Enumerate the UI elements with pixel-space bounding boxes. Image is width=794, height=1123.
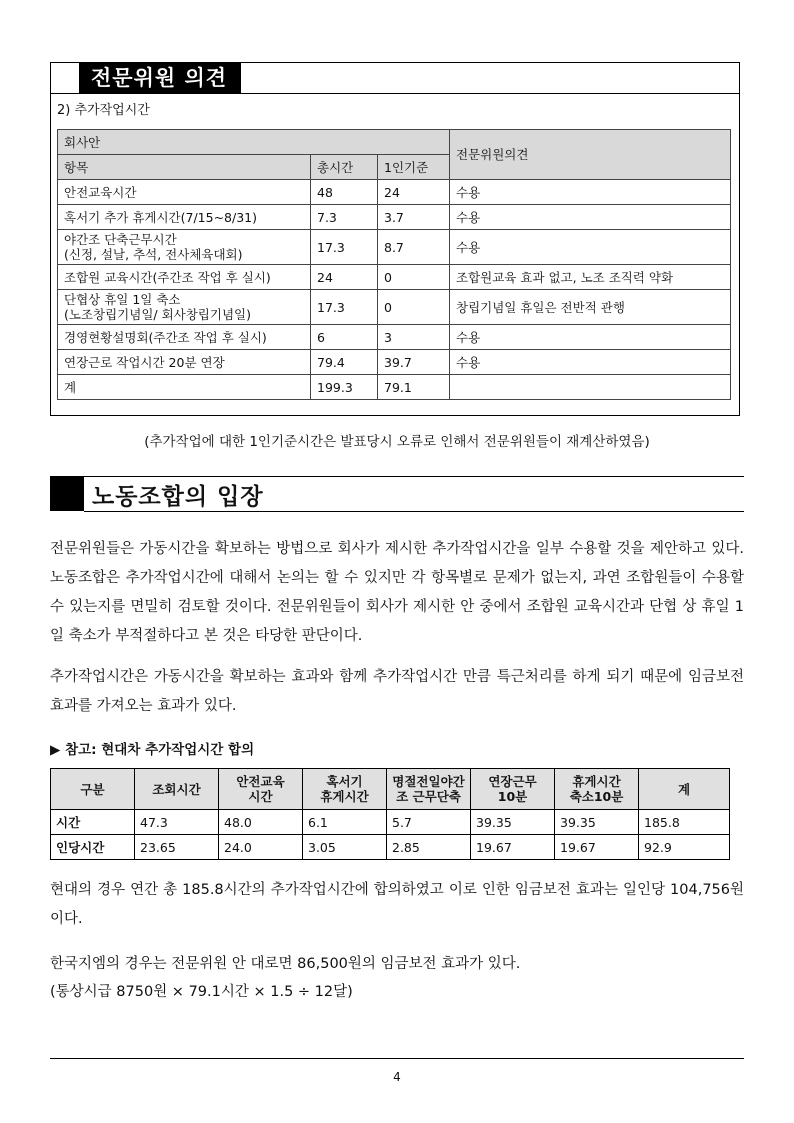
cell-total: 79.4 [311, 350, 378, 375]
header-per-person: 1인기준 [378, 155, 450, 180]
table-cell: 3.05 [303, 835, 387, 860]
group-header-company: 회사안 [58, 130, 450, 155]
cell-item [58, 325, 311, 350]
header-cell [219, 769, 303, 810]
table-cell: 48.0 [219, 810, 303, 835]
section-rule-top [50, 476, 744, 477]
table-row [58, 325, 731, 350]
header-line: 휴게시간 [320, 789, 369, 804]
table-cell: 39.35 [555, 810, 639, 835]
table-cell: 23.65 [135, 835, 219, 860]
table-cell: 185.8 [639, 810, 730, 835]
table-cell: 19.67 [555, 835, 639, 860]
table-row [58, 265, 731, 290]
table-header-row [58, 130, 731, 155]
gm-korea-line: 한국지엠의 경우는 전문위원 안 대로면 86,500원의 임금보전 효과가 있다. [50, 956, 521, 972]
title-rule [51, 93, 739, 94]
cell-item [58, 180, 311, 205]
table-row [58, 205, 731, 230]
footer-rule [50, 1058, 744, 1059]
cell-per-person: 0 [378, 265, 450, 290]
section-title-expert-opinion: 전문위원 의견 [51, 63, 241, 93]
paragraph-union-review: 전문위원들은 가동시간을 확보하는 방법으로 회사가 제시한 추가작업시간을 일부 수용할 것을 제안하고 있다. 노동조합은 추가작업시간에 대해서 논의는 할 수 있지만 각 항목별로 문제가 없는지, 과연 조합원들이 수용할 수 있는지를 면밀히 검토할 것이다. 전문위원들이 회사가 제시한 안 중에서 조합원 교육시간과 단협 상 휴일 1일 축소가 부적절하다고 본 것은 타당한 판단이다. [50, 541, 744, 644]
cell-opinion: 수용 [450, 180, 731, 205]
header-line: 휴게시간 [572, 774, 621, 789]
cell-opinion: 수용 [450, 205, 731, 230]
cell-opinion [450, 375, 731, 400]
table-row [58, 375, 731, 400]
item-label: 야간조 단축근무시간 [64, 232, 177, 247]
table-header-row [51, 769, 730, 810]
table-row [58, 230, 731, 265]
header-cell [51, 769, 135, 810]
hyundai-reference-table [50, 768, 730, 860]
cell-opinion: 조합원교육 효과 없고, 노조 조직력 약화 [450, 265, 731, 290]
cell-total: 7.3 [311, 205, 378, 230]
table-cell: 2.85 [387, 835, 471, 860]
header-line: 안전교육 [236, 774, 285, 789]
cell-total: 199.3 [311, 375, 378, 400]
table-row [58, 350, 731, 375]
cell-item [58, 205, 311, 230]
cell-per-person: 3 [378, 325, 450, 350]
cell-item [58, 350, 311, 375]
calculation-formula: (통상시급 8750원 × 79.1시간 × 1.5 ÷ 12달) [50, 984, 353, 1000]
table-row [51, 810, 730, 835]
table-cell: 92.9 [639, 835, 730, 860]
header-line: 시간 [248, 789, 273, 804]
header-cell [471, 769, 555, 810]
cell-opinion: 수용 [450, 230, 731, 265]
item-label: 연장근로 작업시간 20분 연장 [64, 354, 225, 370]
item-detail: (신정, 설날, 추석, 전사체육대회) [64, 247, 243, 262]
cell-opinion: 창립기념일 휴일은 전반적 관행 [450, 290, 731, 325]
subheading-extra-work-time: 2) 추가작업시간 [57, 103, 150, 118]
cell-total: 6 [311, 325, 378, 350]
header-line: 연장근무 [488, 774, 537, 789]
paragraph-hyundai-result: 현대의 경우 연간 총 185.8시간의 추가작업시간에 합의하였고 이로 인한 임금보전 효과는 일인당 104,756원이다. [50, 882, 744, 927]
cell-per-person: 8.7 [378, 230, 450, 265]
header-cell [387, 769, 471, 810]
header-line: 계 [677, 781, 691, 797]
page-number: 4 [393, 1070, 401, 1084]
header-line: 축소10분 [569, 789, 624, 804]
header-line: 혹서기 [326, 774, 363, 789]
header-line: 10분 [497, 789, 528, 804]
header-cell [639, 769, 730, 810]
expert-opinion-box [50, 62, 740, 416]
cell-per-person: 24 [378, 180, 450, 205]
cell-item [58, 375, 311, 400]
section-title-union-position: 노동조합의 입장 [92, 484, 264, 510]
section-rule-bottom [84, 511, 744, 512]
header-cell [135, 769, 219, 810]
cell-opinion: 수용 [450, 350, 731, 375]
table-row [58, 180, 731, 205]
extra-work-time-table [57, 129, 731, 400]
row-label: 시간 [51, 810, 135, 835]
cell-per-person: 3.7 [378, 205, 450, 230]
cell-total: 48 [311, 180, 378, 205]
paragraph-gm-korea [50, 950, 744, 1006]
row-label: 인당시간 [51, 835, 135, 860]
header-cell [303, 769, 387, 810]
table-cell: 47.3 [135, 810, 219, 835]
cell-per-person: 0 [378, 290, 450, 325]
item-label: 경영현황설명회(주간조 작업 후 실시) [64, 329, 267, 345]
header-line: 조 근무단축 [396, 789, 461, 804]
item-label: 혹서기 추가 휴게시간(7/15~8/31) [64, 209, 257, 225]
item-label: 안전교육시간 [64, 184, 137, 200]
recalc-note: (추가작업에 대한 1인기준시간은 발표당시 오류로 인해서 전문위원들이 재계산하였음) [144, 434, 650, 450]
header-line: 명절전일야간 [392, 774, 465, 789]
item-label: 조합원 교육시간(주간조 작업 후 실시) [64, 269, 271, 285]
table-cell: 5.7 [387, 810, 471, 835]
table-cell: 39.35 [471, 810, 555, 835]
item-detail: (노조창립기념일/ 회사창립기념일) [64, 307, 251, 322]
table-cell: 24.0 [219, 835, 303, 860]
header-total: 총시간 [311, 155, 378, 180]
header-expert-opinion: 전문위원의견 [450, 130, 731, 180]
cell-per-person: 39.7 [378, 350, 450, 375]
item-label: 계 [64, 379, 77, 395]
header-item: 항목 [58, 155, 311, 180]
header-cell [555, 769, 639, 810]
cell-item [58, 290, 311, 325]
reference-heading: ▶ 참고: 현대차 추가작업시간 합의 [50, 742, 255, 758]
table-cell: 6.1 [303, 810, 387, 835]
cell-item [58, 230, 311, 265]
table-cell: 19.67 [471, 835, 555, 860]
header-line: 조회시간 [152, 781, 201, 797]
cell-total: 24 [311, 265, 378, 290]
table-row [58, 290, 731, 325]
header-line: 구분 [80, 781, 105, 797]
cell-opinion: 수용 [450, 325, 731, 350]
cell-total: 17.3 [311, 230, 378, 265]
section-marker-block [50, 477, 84, 511]
cell-per-person: 79.1 [378, 375, 450, 400]
item-label: 단협상 휴일 1일 축소 [64, 292, 181, 307]
cell-item [58, 265, 311, 290]
cell-total: 17.3 [311, 290, 378, 325]
paragraph-wage-effect: 추가작업시간은 가동시간을 확보하는 효과와 함께 추가작업시간 만큼 특근처리를 하게 되기 때문에 임금보전효과를 가져오는 효과가 있다. [50, 669, 744, 714]
table-row [51, 835, 730, 860]
